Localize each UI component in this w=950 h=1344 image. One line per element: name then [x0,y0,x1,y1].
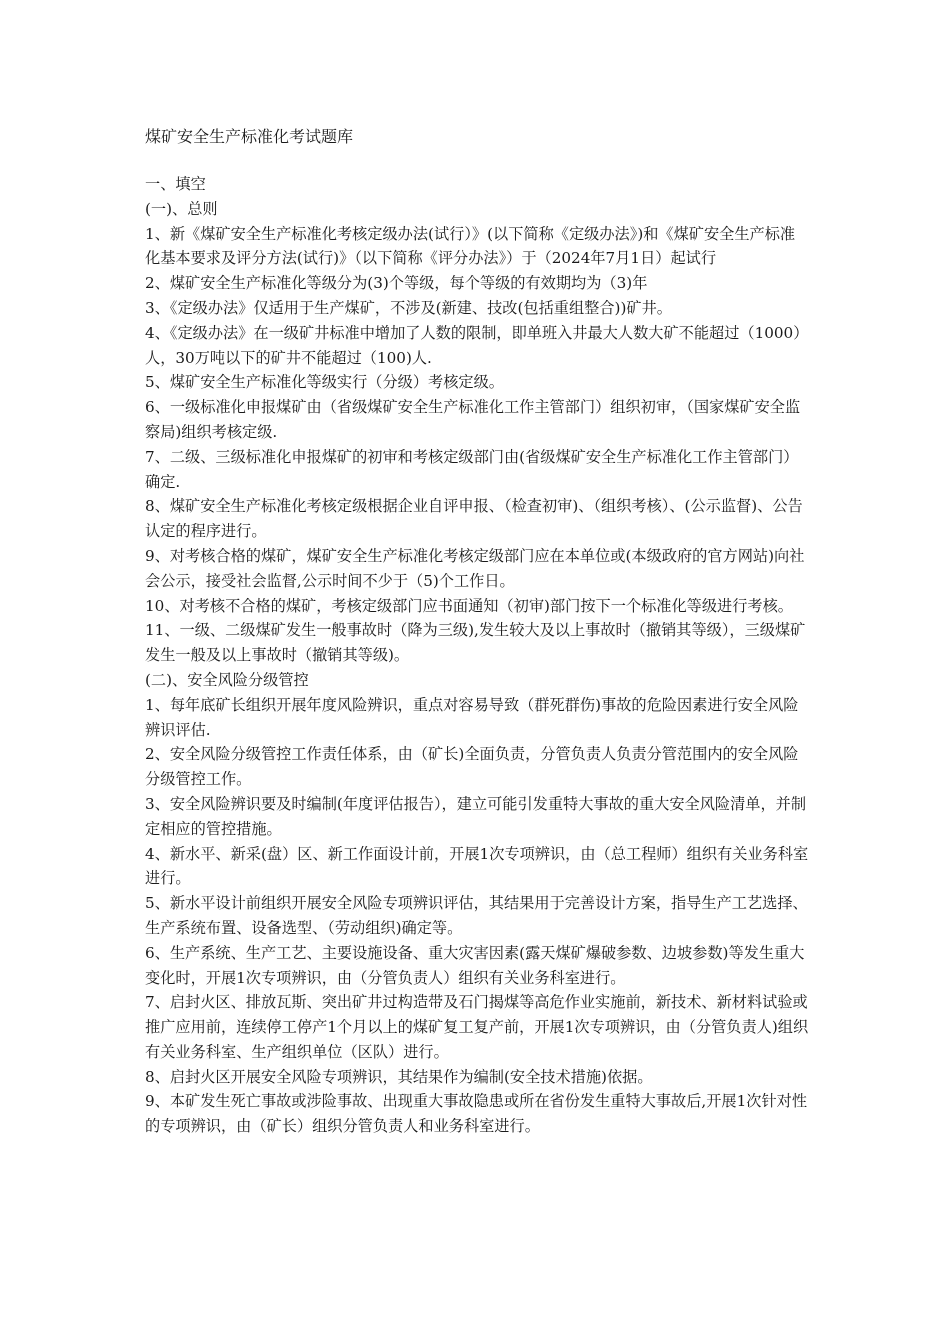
question-item: 5、新水平设计前组织开展安全风险专项辨识评估，其结果用于完善设计方案，指导生产工艺选择、生产系统布置、设备选型、（劳动组织)确定等。 [145,894,808,937]
question-item: 3、《定级办法》仅适用于生产煤矿，不涉及(新建、技改(包括重组整合))矿井。 [145,298,672,317]
question-item: 5、煤矿安全生产标准化等级实行（分级）考核定级。 [145,373,504,392]
section-heading: 一、填空 [145,175,206,193]
document-title: 煤矿安全生产标准化考试题库 [145,127,354,146]
question-item: 8、启封火区开展安全风险专项辨识，其结果作为编制(安全技术措施)依据。 [145,1067,653,1086]
question-item: 4、新水平、新采(盘）区、新工作面设计前，开展1次专项辨识，由（总工程师）组织有关业务科室进行。 [145,844,809,888]
question-item: 2、安全风险分级管控工作责任体系，由（矿长)全面负责，分管负责人负责分管范围内的安全风险分级管控工作。 [145,745,799,789]
question-item: 6、生产系统、生产工艺、主要设施设备、重大灾害因素(露天煤矿爆破参数、边坡参数)等发生重大变化时，开展1次专项辨识，由（分管负责人）组织有关业务科室进行。 [145,943,805,987]
question-item: 9、对考核合格的煤矿，煤矿安全生产标准化考核定级部门应在本单位或(本级政府的官方网站)向社会公示，接受社会监督,公示时间不少于（5)个工作日。 [145,546,805,590]
question-item: 8、煤矿安全生产标准化考核定级根据企业自评申报、（检查初审)、（组织考核）、(公示监督)、公告认定的程序进行。 [145,497,803,541]
question-item: 11、一级、二级煤矿发生一般事故时（降为三级),发生较大及以上事故时（撤销其等级），三级煤矿发生一般及以上事故时（撤销其等级)。 [145,621,806,665]
question-item: 10、对考核不合格的煤矿，考核定级部门应书面通知（初审)部门按下一个标准化等级进行考核。 [145,596,793,615]
question-item: 4、《定级办法》在一级矿井标准中增加了人数的限制，即单班入井最大人数大矿不能超过（1000）人，30万吨以下的矿井不能超过（100)人. [145,323,809,367]
question-item: 2、煤矿安全生产标准化等级分为(3)个等级，每个等级的有效期均为（3)年 [145,274,648,293]
question-item: 6、一级标准化申报煤矿由（省级煤矿安全生产标准化工作主管部门）组织初审，（国家煤矿安全监察局)组织考核定级. [145,398,801,441]
question-item: 7、二级、三级标准化申报煤矿的初审和考核定级部门由(省级煤矿安全生产标准化工作主管部门）确定. [145,447,799,491]
question-item: 9、本矿发生死亡事故或涉险事故、出现重大事故隐患或所在省份发生重特大事故后,开展1次针对性的专项辨识，由（矿长）组织分管负责人和业务科室进行。 [145,1092,808,1136]
subsection-heading: (一)、总则 [145,199,218,218]
question-item: 1、每年底矿长组织开展年度风险辨识，重点对容易导致（群死群伤)事故的危险因素进行安全风险辨识评估. [145,695,799,739]
document-body [145,172,810,1139]
question-item: 1、新《煤矿安全生产标准化考核定级办法(试行）》(以下简称《定级办法》)和《煤矿安全生产标准化基本要求及评分方法(试行)》（以下简称《评分办法》）于（2024年7月1日）起试行 [145,224,796,268]
question-item: 7、启封火区、排放瓦斯、突出矿井过构造带及石门揭煤等高危作业实施前，新技术、新材料试验或推广应用前，连续停工停产1个月以上的煤矿复工复产前，开展1次专项辨识，由（分管负责人)组织有关业务科室、生产组织单位（区队）进行。 [145,993,809,1061]
subsection-heading: (二)、安全风险分级管控 [145,670,309,689]
question-item: 3、安全风险辨识要及时编制(年度评估报告），建立可能引发重特大事故的重大安全风险清单，并制定相应的管控措施。 [145,794,807,838]
